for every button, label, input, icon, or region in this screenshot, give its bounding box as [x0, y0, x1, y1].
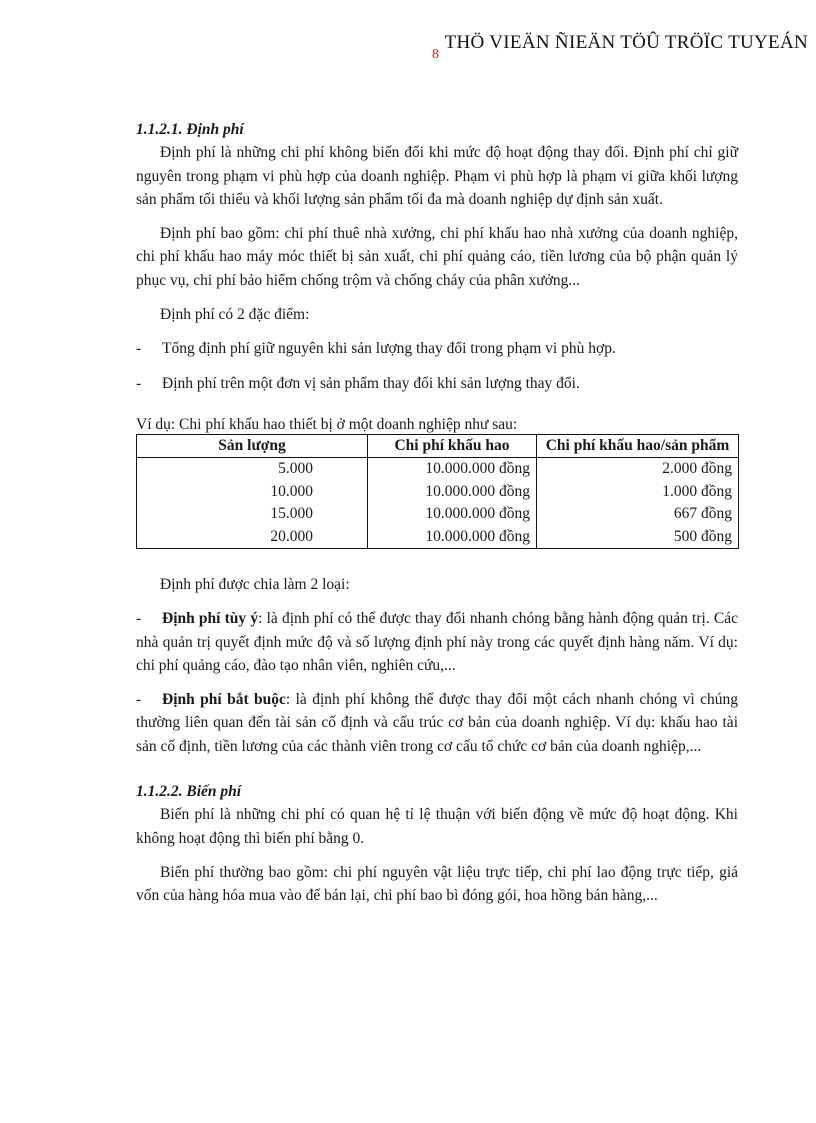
list-item-text: Tổng định phí giữ nguyên khi sản lượng thay đổi trong phạm vi phù hợp. — [162, 340, 616, 358]
column-header: Sản lượng — [137, 434, 368, 457]
term-bold: Định phí bắt buộc — [162, 691, 286, 709]
depreciation-table — [136, 434, 739, 549]
paragraph: Định phí là những chi phí không biến đổi khi mức độ hoạt động thay đổi. Định phí chỉ giữ nguyên trong phạm vi phù hợp của doanh nghiệp. Phạm vi phù hợp là phạm vi giữa khối lượng sản phẩm tối thiểu và khối lượng sản phẩm tối đa mà doanh nghiệp dự định sản xuất. — [136, 144, 738, 208]
paragraph: Định phí bao gồm: chi phí thuê nhà xưởng, chi phí khấu hao nhà xưởng của doanh nghiệp, chi phí khấu hao máy móc thiết bị sản xuất, chi phí quảng cáo, tiền lương của bộ phận quản lý phục vụ, chi phí bảo hiểm chống trộm và chống cháy của phân xưởng... — [136, 225, 738, 289]
table-cell: 500 đồng — [537, 525, 739, 548]
page-number: 8 — [432, 47, 439, 62]
dash-marker: - — [136, 340, 142, 358]
list-item — [136, 337, 738, 360]
list-item — [136, 372, 738, 395]
dash-marker: - — [136, 691, 142, 709]
dash-marker: - — [136, 374, 142, 392]
document-body — [136, 118, 738, 908]
dash-marker: - — [136, 610, 142, 628]
table-cell: 10.000.000 đồng — [368, 525, 537, 548]
table-cell: 1.000 đồng — [537, 480, 739, 503]
paragraph: Biến phí là những chi phí có quan hệ tỉ lệ thuận với biến động về mức độ hoạt động. Khi không hoạt động thì biến phí bằng 0. — [136, 806, 738, 847]
list-item-text: Định phí trên một đơn vị sản phẩm thay đổi khi sản lượng thay đổi. — [162, 374, 580, 392]
table-row — [137, 525, 739, 548]
table-cell: 20.000 — [137, 525, 368, 548]
term-definition: : là định phí có thể được thay đổi nhanh chóng bằng hành động quản trị. Các nhà quản trị quyết định mức độ và số lượng định phí này trong các quyết định hàng năm. Ví dụ: chi phí quảng cáo, đào tạo nhân viên, nghiên cứu,... — [136, 610, 738, 674]
table-cell: 10.000 — [137, 480, 368, 503]
table-row — [137, 503, 739, 526]
table-cell: 15.000 — [137, 503, 368, 526]
list-item — [136, 688, 738, 758]
column-header: Chi phí khấu hao — [368, 434, 537, 457]
table-cell: 10.000.000 đồng — [368, 503, 537, 526]
table-cell: 2.000 đồng — [537, 457, 739, 480]
table-row — [137, 480, 739, 503]
paragraph: Định phí được chia làm 2 loại: — [160, 575, 350, 593]
table-header-row — [137, 434, 739, 457]
table-cell: 5.000 — [137, 457, 368, 480]
example-caption: Ví dụ: Chi phí khấu hao thiết bị ở một doanh nghiệp như sau: — [136, 415, 518, 433]
paragraph: Biến phí thường bao gồm: chi phí nguyên vật liệu trực tiếp, chi phí lao động trực tiếp, giá vốn của hàng hóa mua vào để bán lại, chi phí bao bì đóng gói, hoa hồng bán hàng,... — [136, 863, 738, 905]
table-cell: 667 đồng — [537, 503, 739, 526]
table-row — [137, 457, 739, 480]
term-definition: : là định phí không thể được thay đổi một cách nhanh chóng vì chúng thường liên quan đến tài sản cố định và cấu trúc cơ bản của doanh nghiệp. Ví dụ: khấu hao tài sản cố định, tiền lương của các thành viên trong cơ cấu tổ chức cơ bản của doanh nghiệp,... — [136, 691, 738, 755]
term-bold: Định phí tùy ý — [162, 610, 259, 628]
list-item — [136, 607, 738, 677]
paragraph: Định phí có 2 đặc điểm: — [160, 306, 310, 324]
section-heading-variable-cost: 1.1.2.2. Biến phí — [136, 783, 242, 801]
library-header-title: THÖ VIEÄN ÑIEÄN TÖÛ TRÖÏC TUYEÁN — [444, 32, 808, 53]
table-cell: 10.000.000 đồng — [368, 480, 537, 503]
section-heading-fixed-cost: 1.1.2.1. Định phí — [136, 121, 244, 138]
table-cell: 10.000.000 đồng — [368, 457, 537, 480]
column-header: Chi phí khấu hao/sản phẩm — [537, 434, 739, 457]
